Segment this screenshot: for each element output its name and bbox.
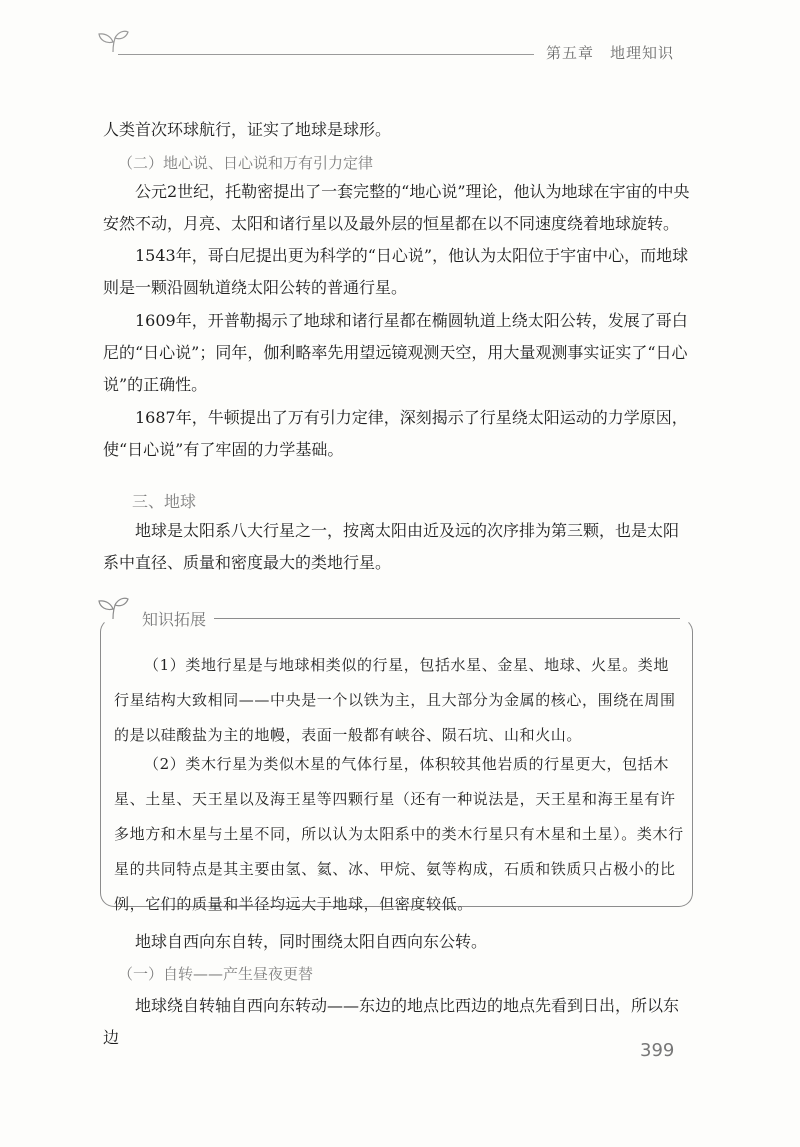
paragraph: 公元2世纪，托勒密提出了一套完整的“地心说”理论，他认为地球在宇宙的中央安然不动，月亮、太阳和诸行星以及最外层的恒星都在以不同速度绕着地球旋转。 xyxy=(103,182,690,233)
section-heading: （一）自转——产生昼夜更替 xyxy=(118,965,314,983)
section-heading: （二）地心说、日心说和万有引力定律 xyxy=(118,154,374,172)
chapter-header xyxy=(546,42,674,63)
sprout-icon xyxy=(96,28,130,52)
knowledge-box-title: 知识拓展 xyxy=(138,607,210,630)
sprout-icon xyxy=(96,595,130,619)
knowledge-item: （2）类木行星为类似木星的气体行星，体积较其他岩质的行星更大，包括木星、土星、天王星以及海王星等四颗行星（还有一种说法是，天王星和海王星有许多地方和木星与土星不同，所以认为太阳系中的类木行星只有木星和土星）。类木行星的共同特点是其主要由氢、氦、冰、甲烷、氨等构成，石质和铁质只占极小的比例，它们的质量和半径均远大于地球，但密度较低。 xyxy=(114,755,684,913)
section-heading: 三、地球 xyxy=(132,492,197,511)
chapter-title: 地理知识 xyxy=(610,44,675,62)
paragraph: 1687年，牛顿提出了万有引力定律，深刻揭示了行星绕太阳运动的力学原因，使“日心说”有了牢固的力学基础。 xyxy=(103,408,688,459)
chapter-number: 第五章 xyxy=(546,44,595,62)
paragraph: 1543年，哥白尼提出更为科学的“日心说”，他认为太阳位于宇宙中心，而地球则是一颗沿圆轨道绕太阳公转的普通行星。 xyxy=(103,246,689,297)
page-number: 399 xyxy=(640,1040,675,1061)
paragraph: 地球绕自转轴自西向东转动——东边的地点比西边的地点先看到日出，所以东边 xyxy=(103,996,680,1047)
paragraph: 地球是太阳系八大行星之一，按离太阳由近及远的次序排为第三颗，也是太阳系中直径、质量和密度最大的类地行星。 xyxy=(103,521,680,572)
header-rule xyxy=(118,54,534,55)
paragraph: 地球自西向东自转，同时围绕太阳自西向东公转。 xyxy=(135,932,488,951)
paragraph: 人类首次环球航行，证实了地球是球形。 xyxy=(103,120,392,139)
paragraph: 1609年，开普勒揭示了地球和诸行星都在椭圆轨道上绕太阳公转，发展了哥白尼的“日心说”；同年，伽利略率先用望远镜观测天空，用大量观测事实证实了“日心说”的正确性。 xyxy=(103,311,688,394)
knowledge-item: （1）类地行星是与地球相类似的行星，包括水星、金星、地球、火星。类地行星结构大致相同——中央是一个以铁为主，且大部分为金属的核心，围绕在周围的是以硅酸盐为主的地幔，表面一般都有峡谷、陨石坑、山和火山。 xyxy=(114,656,676,744)
knowledge-box-top-rule xyxy=(214,618,680,619)
